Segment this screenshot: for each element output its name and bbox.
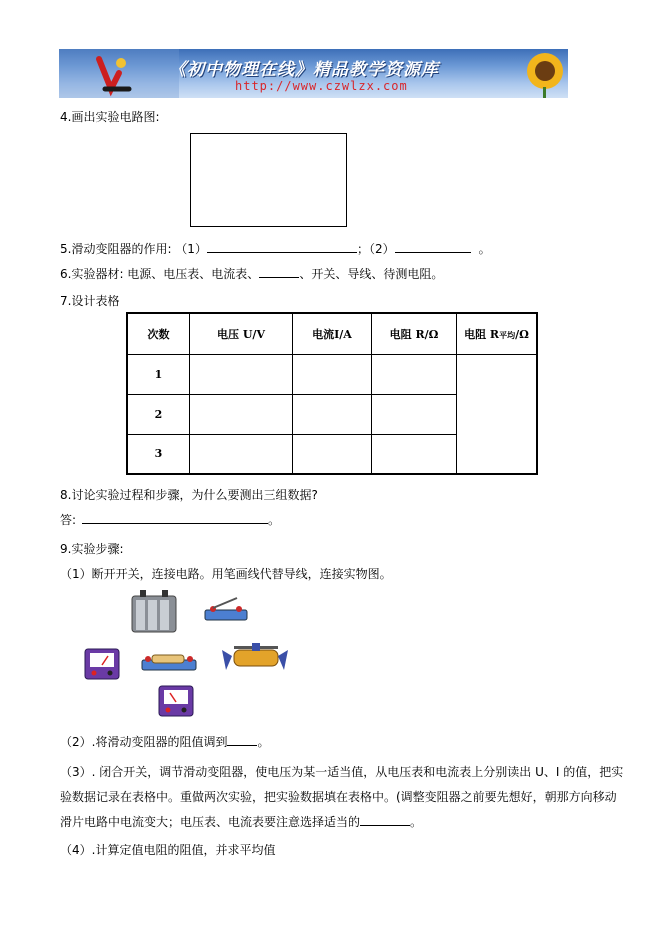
rheostat-icon xyxy=(218,642,292,678)
table-cell[interactable] xyxy=(293,434,372,474)
banner-title: 《初中物理在线》精品教学资源库 xyxy=(169,60,439,80)
row-label: 3 xyxy=(127,434,190,474)
blank-s6[interactable] xyxy=(259,265,299,278)
answer-prefix: 答: xyxy=(60,513,77,527)
banner-url: http://www.czwlzx.com xyxy=(235,79,408,93)
s6-prefix: 6.实验器材: 电源、电压表、电流表、 xyxy=(60,267,260,281)
header-avg-resistance xyxy=(457,313,538,354)
table-header-row xyxy=(127,313,537,354)
header-avg-unit: /Ω xyxy=(515,327,529,341)
table-cell[interactable] xyxy=(293,354,372,394)
step-2 xyxy=(60,733,269,750)
blank-answer[interactable] xyxy=(82,511,268,524)
resistor-icon xyxy=(140,650,198,674)
step-2-suffix: 。 xyxy=(257,735,270,749)
step-4: （4）.计算定值电阻的阻值，并求平均值 xyxy=(60,843,276,857)
header-avg-main: 电阻 R xyxy=(464,327,500,341)
logo-icon xyxy=(59,49,179,98)
header-trial: 次数 xyxy=(127,313,190,354)
section-7-heading: 7.设计表格 xyxy=(60,294,120,308)
header-banner xyxy=(59,49,568,98)
header-current: 电流I/A xyxy=(293,313,372,354)
s5-end: 。 xyxy=(478,242,491,256)
table-cell[interactable] xyxy=(372,394,457,434)
data-table xyxy=(126,312,538,475)
blank-s5-1[interactable] xyxy=(207,240,357,253)
circuit-diagram-box xyxy=(190,133,347,227)
section-6 xyxy=(60,265,443,282)
blank-step3[interactable] xyxy=(360,813,410,826)
row-label: 1 xyxy=(127,354,190,394)
s5-mid: ；（2） xyxy=(356,242,395,256)
row-label: 2 xyxy=(127,394,190,434)
table-cell[interactable] xyxy=(372,434,457,474)
section-8-heading: 8.讨论实验过程和步骤，为什么要测出三组数据? xyxy=(60,488,318,502)
step-3-line-3-suffix: 。 xyxy=(410,815,423,829)
header-voltage: 电压 U/V xyxy=(190,313,293,354)
s6-suffix: 、开关、导线、待测电阻。 xyxy=(299,267,444,281)
battery-icon xyxy=(128,588,180,634)
section-4-heading: 4.画出实验电路图: xyxy=(60,110,160,124)
ammeter-icon xyxy=(156,682,196,720)
table-row xyxy=(127,354,537,394)
answer-suffix: 。 xyxy=(268,513,281,527)
blank-s5-2[interactable] xyxy=(395,240,471,253)
switch-icon xyxy=(203,594,249,624)
table-cell[interactable] xyxy=(190,394,293,434)
voltmeter-icon xyxy=(82,645,122,683)
answer-line xyxy=(60,511,280,528)
table-cell[interactable] xyxy=(190,434,293,474)
step-3-line-2: 验数据记录在表格中。重做两次实验，把实验数据填在表格中。(调整变阻器之前要先想好，朝那方向移动 xyxy=(60,790,617,804)
step-3-line-3-prefix: 滑片电路中电流变大；电压表、电流表要注意选择适当的 xyxy=(60,815,361,829)
section-9-heading: 9.实验步骤: xyxy=(60,542,124,556)
sunflower-icon xyxy=(521,49,568,98)
blank-step2[interactable] xyxy=(227,733,257,746)
table-cell[interactable] xyxy=(372,354,457,394)
step-1: （1）断开开关，连接电路。用笔画线代替导线，连接实物图。 xyxy=(60,567,392,581)
s5-prefix: 5.滑动变阻器的作用: （1） xyxy=(60,242,207,256)
step-3-line-3 xyxy=(60,813,422,830)
step-3-line-1: （3）. 闭合开关，调节滑动变阻器，使电压为某一适当值，从电压表和电流表上分别读出 U、I 的值，把实 xyxy=(60,765,624,779)
table-cell-avg[interactable] xyxy=(457,354,538,474)
table-cell[interactable] xyxy=(293,394,372,434)
header-resistance: 电阻 R/Ω xyxy=(372,313,457,354)
table-cell[interactable] xyxy=(190,354,293,394)
section-5 xyxy=(60,240,491,257)
header-avg-sub: 平均 xyxy=(499,329,516,340)
step-2-prefix: （2）.将滑动变阻器的阻值调到 xyxy=(60,735,228,749)
